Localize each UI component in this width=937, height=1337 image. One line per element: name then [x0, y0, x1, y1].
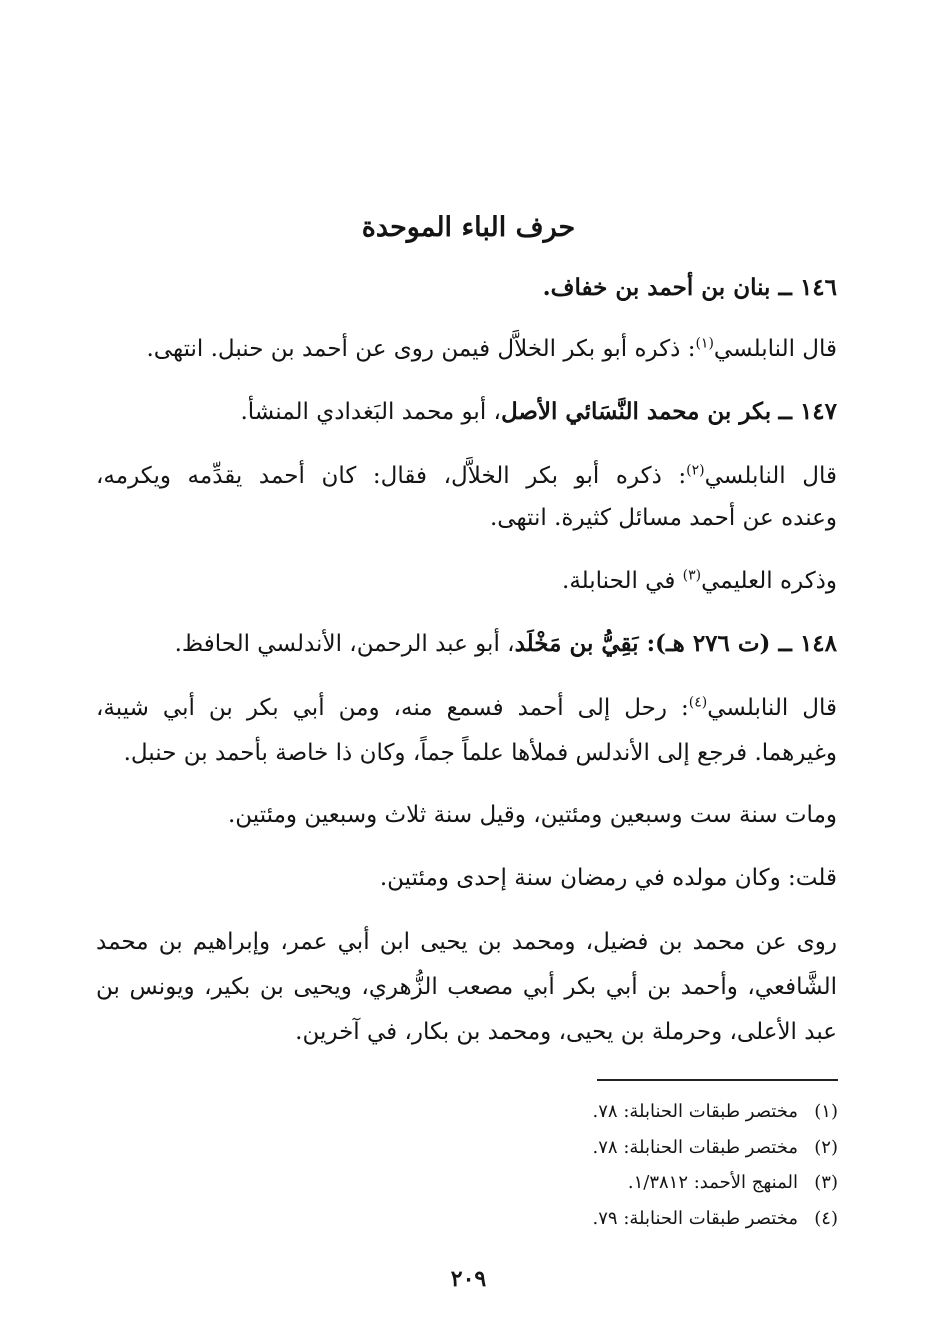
entry-147-paragraph-line1 — [96, 456, 837, 496]
section-heading: حرف الباء الموحدة — [361, 212, 576, 243]
entry-147-title — [96, 392, 837, 432]
footnote-text: مختصر طبقات الحنابلة: ٧٨. — [592, 1101, 798, 1122]
entry-146-paragraph — [96, 329, 837, 369]
entry-148-paragraph4-line3: عبد الأعلى، وحرملة بن يحيى، ومحمد بن بكار، في آخرين. — [295, 1019, 837, 1045]
footnote-number: (١) — [814, 1101, 838, 1122]
entry-147-paragraph2 — [96, 561, 837, 601]
entry-148-paragraph4-line2: الشَّافعي، وأحمد بن أبي بكر أبي مصعب الزُّهري، ويحيى بن بكير، ويونس بن — [96, 974, 837, 1000]
footnote-3 — [628, 1169, 838, 1197]
footnote-reference: (٤) — [688, 694, 708, 711]
text-span: قال النابلسي — [704, 463, 837, 489]
entry-name: بكر بن محمد النَّسَائي الأصل — [500, 398, 772, 425]
text-span: ، أبو عبد الرحمن، الأندلسي الحافظ. — [174, 631, 515, 657]
text-span: وذكره العليمي — [701, 568, 837, 594]
page-number: ٢٠٩ — [450, 1266, 487, 1292]
text-span: ، أبو محمد البَغدادي المنشأ. — [240, 399, 501, 425]
entry-148-paragraph-line2: وغيرهما. فرجع إلى الأندلس فملأها علماً جماً، وكان ذا خاصة بأحمد بن حنبل. — [123, 740, 837, 766]
footnote-1 — [593, 1098, 838, 1126]
text-span: : رحل إلى أحمد فسمع منه، ومن أبي بكر بن أبي شيبة، — [96, 695, 689, 721]
footnote-text: مختصر طبقات الحنابلة: ٧٨. — [592, 1137, 798, 1158]
footnote-2 — [593, 1134, 838, 1162]
entry-148-paragraph3: قلت: وكان مولده في رمضان سنة إحدى ومئتين. — [379, 865, 837, 891]
entry-148-title — [96, 624, 837, 664]
text-span: قال النابلسي — [707, 695, 837, 721]
footnote-text: مختصر طبقات الحنابلة: ٧٩. — [592, 1208, 798, 1229]
footnote-reference: (٣) — [682, 567, 702, 584]
text-span: : ذكره أبو بكر الخلاَّل، فقال: كان أحمد يقدِّمه ويكرمه، — [96, 463, 687, 489]
entry-148-paragraph2: ومات سنة ست وسبعين ومئتين، وقيل سنة ثلاث وسبعين ومئتين. — [227, 802, 837, 828]
entry-heading-bold: ١٤٨ ــ (ت ٢٧٦ هـ): بَقِيُّ بن مَخْلَد — [514, 630, 837, 657]
footnote-separator — [597, 1079, 838, 1081]
footnote-4 — [593, 1205, 838, 1233]
footnote-reference: (٢) — [686, 462, 705, 479]
entry-148-paragraph4-line1: روى عن محمد بن فضيل، ومحمد بن يحيى ابن أبي عمر، وإبراهيم بن محمد — [96, 929, 837, 955]
entry-147-paragraph-line2: وعنده عن أحمد مسائل كثيرة. انتهى. — [489, 505, 837, 531]
text-span: في الحنابلة. — [562, 568, 683, 594]
text-span: قال النابلسي — [713, 336, 837, 362]
entry-146-title: ١٤٦ ــ بنان بن أحمد بن خفاف. — [542, 274, 837, 301]
footnote-number: (٢) — [814, 1137, 838, 1158]
entry-number: ١٤٧ ــ — [778, 398, 837, 425]
footnote-number: (٣) — [814, 1172, 838, 1193]
footnote-reference: (١) — [695, 335, 714, 352]
footnote-number: (٤) — [814, 1208, 838, 1229]
text-span: : ذكره أبو بكر الخلاَّل فيمن روى عن أحمد بن حنبل. انتهى. — [146, 336, 696, 362]
footnote-text: المنهج الأحمد: ١/٣٨١٢. — [627, 1172, 798, 1193]
entry-148-paragraph-line1 — [96, 688, 837, 728]
